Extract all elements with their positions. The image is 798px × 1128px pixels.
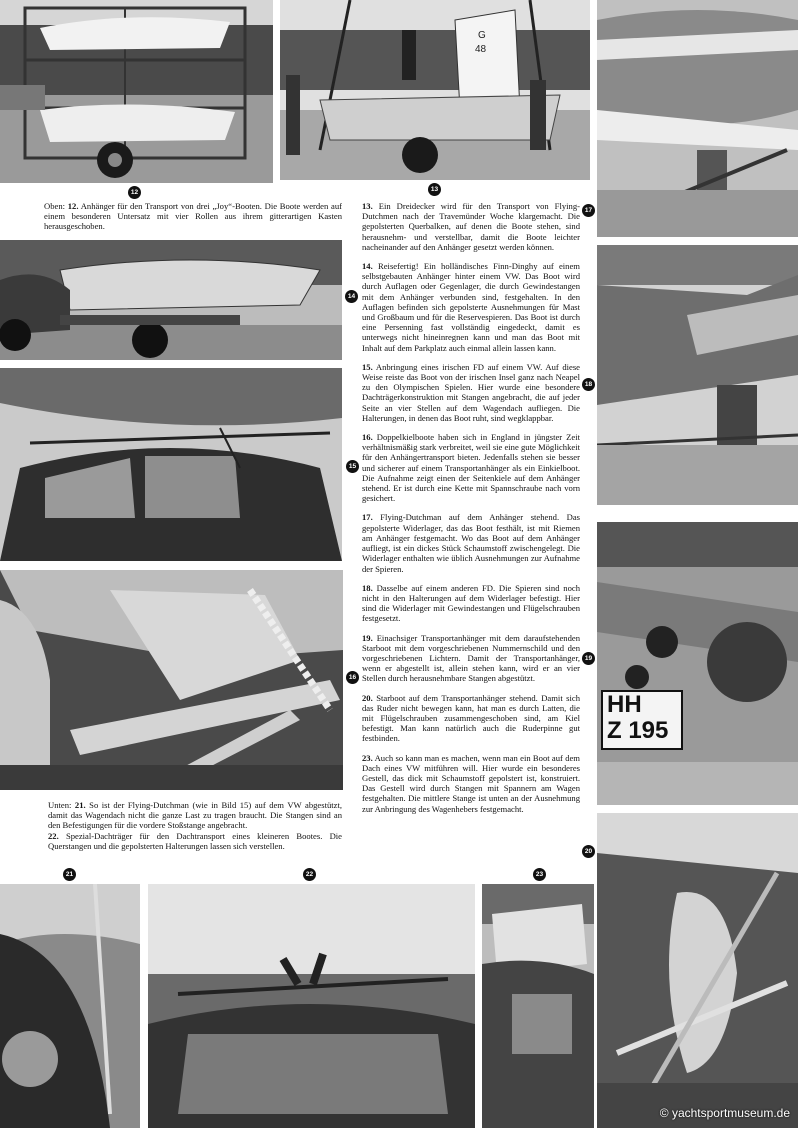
caption-16-text: Doppelkielboote haben sich in England in jüngster Zeit verhältnismäßig stark verbreitet, weil sie eine gute Möglichkeit für den Anhängertransport bieten. Jedenfalls stehen sie besser und sicherer auf einem Transportanhänger als ein Einkielboot. Die Aufnahme zeigt einen der Seitenkiele auf dem Anhänger stehend. Er ist durch eine Kette mit Spannschraube nach vorn gesichert.: [362, 432, 580, 504]
photo-20-star-boat-rudder: [597, 813, 798, 1128]
photo-21-fd-supported-on-vw: [0, 884, 140, 1128]
badge-20: 20: [582, 845, 595, 858]
plate-line-2: Z 195: [607, 717, 669, 744]
caption-19-text: Einachsiger Transportanhänger mit dem daraufstehenden Starboot mit dem vorgeschriebenen Nummernschild und den vorgeschriebenen Lichtern. Damit der Transportanhänger, wenn er abgestellt ist, allein stehen kann, wird er an vier Stellen durch herausnehmbare Stangen abgestützt.: [362, 632, 580, 684]
caption-22-number: 22.: [48, 830, 59, 841]
badge-13: 13: [428, 183, 441, 196]
photo-18-fd-other-trailer: [597, 245, 798, 505]
badge-22: 22: [303, 868, 316, 881]
caption-12-text: Anhänger für den Transport von drei „Joy“-Booten. Die Boote werden auf einem besonderen Untersatz mit vier Rollen aus ihrem gitterartigen Kasten herausgeschoben.: [44, 201, 342, 232]
caption-15-text: Anbringung eines irischen FD auf einem VW. Auf diese Weise reiste das Boot von der irischen Insel ganz nach Neapel zu den Olympischen Spielen. Hier wurde eine besondere Dachträgerkonstruktion mit Stangen angebracht, die auf jeder Seite an vier Stellen auf dem Wagendach aufliegen. Die Halterungen, in denen das Boot ruht, sind wegklappbar.: [362, 361, 580, 423]
caption-22-text: Spezial-Dachträger für den Dachtransport eines kleineren Bootes. Die Querstangen und die gepolsterten Halterungen lassen sich verstellen.: [48, 830, 342, 851]
badge-21: 21: [63, 868, 76, 881]
caption-18-text: Dasselbe auf einem anderen FD. Die Spieren sind noch nicht in den Halterungen auf dem Widerlager befestigt. Hier sind die Widerlager mit Gewindestangen und Flügelschrauben festgesetzt.: [362, 582, 580, 624]
plate-line-1: HH: [607, 691, 642, 718]
photo-15-irish-fd-on-vw: [0, 368, 342, 561]
caption-13-number: 13.: [362, 201, 373, 211]
photo-23-padded-roof-frame: [482, 884, 594, 1128]
caption-13-text: Ein Dreidecker wird für den Transport von Flying-Dutchmen nach der Travemünder Woche klargemacht. Die gepolsterten Querbalken, auf denen die Boote stehen, sind herausnehm- und verstellbar, damit die Boote leichter nacheinander auf den Anhänger gesetzt werden können.: [362, 201, 580, 252]
photo-19-star-boat-trailer-plate: [597, 522, 798, 805]
caption-12-number: 12.: [67, 201, 79, 211]
caption-19-number: 19.: [362, 632, 373, 643]
badge-17: 17: [582, 204, 595, 217]
caption-14-number: 14.: [362, 261, 373, 272]
caption-top-prefix: Oben:: [44, 201, 68, 211]
badge-12: 12: [128, 186, 141, 199]
caption-column-right: [362, 201, 580, 823]
sail-letter: G: [478, 30, 486, 41]
badge-16: 16: [346, 671, 359, 684]
caption-20-text: Starboot auf dem Transportanhänger stehend. Damit sich das Ruder nicht bewegen kann, hat man es durch Latten, die mit Flügelschrauben zusammengeschoben sind, am Kiel befestigt. Man kann natürlich auch die Ruderpinne gut festbinden.: [362, 692, 581, 744]
caption-bottom-prefix: Unten:: [48, 800, 75, 810]
sail-number: 48: [475, 44, 487, 55]
photo-12-joy-boat-trailer: [0, 0, 273, 183]
badge-18: 18: [582, 378, 595, 391]
caption-23-text: Auch so kann man es machen, wenn man ein Boot auf dem Dach eines VW mitführen will. Hier wurde ein besonderes Gestell, das dick mit Schaumstoff gepolstert ist, konstruiert. Das Gestell wird durch Stangen mit Spannern am Wagen festgehalten. Die mittlere Stange ist unten an der Ausnehmung zur Anbringung des Wagenhebers festgemacht.: [362, 752, 580, 814]
caption-15-number: 15.: [362, 361, 373, 372]
caption-20-number: 20.: [362, 692, 373, 703]
caption-top: [44, 201, 342, 241]
caption-bottom: [48, 800, 342, 851]
badge-19: 19: [582, 652, 595, 665]
photo-16-twin-keel-chain: [0, 570, 343, 790]
caption-14-text: Reisefertig! Ein holländisches Finn-Dinghy auf einem selbstgebauten Anhänger hinter einem VW. Das Boot wird durch Auflagen oder Gegenlager, die durch Gewindestangen mit dem Anhänger verbunden sind, festgehalten. In den Auflagen befinden sich gepolsterte Ausnehmungen für Mast und Großbaum und für die Reservespieren. Das Boot ist durch eine Persenning fast vollständig eingedeckt, damit es unterwegs nicht hineinregnen kann und man das Boot mit Inhalt auf dem Parkplatz auch einmal allein lassen kann.: [362, 261, 580, 353]
caption-21-text: So ist der Flying-Dutchman (wie in Bild 15) auf dem VW abgestützt, damit das Wagendach nicht die ganze Last zu tragen braucht. Die Stangen sind an den Befestigungen für die vordere Stoßstange angebracht.: [48, 800, 342, 831]
caption-16-number: 16.: [362, 432, 373, 443]
caption-23-number: 23.: [362, 752, 373, 763]
photo-22-roof-rack: [148, 884, 475, 1128]
photo-17-fd-on-trailer: [597, 0, 798, 237]
caption-21-number: 21.: [74, 800, 86, 810]
watermark: © yachtsportmuseum.de: [659, 1106, 790, 1120]
badge-14: 14: [345, 290, 358, 303]
caption-17-number: 17.: [362, 512, 373, 523]
license-plate: [601, 690, 683, 750]
caption-18-number: 18.: [362, 582, 373, 593]
photo-13-flying-dutchman-three-deck: [280, 0, 590, 180]
badge-23: 23: [533, 868, 546, 881]
caption-17-text: Flying-Dutchman auf dem Anhänger stehend. Das gepolsterte Widerlager, das das Boot festhält, ist mit Riemen am Anhänger festgemacht. Wo das Boot auf dem Anhänger aufliegt, ist ein dickes Stück Schaumstoff zwischengelegt. Die Widerlager enthalten wie üblich Ausnehmungen zur Aufnahme der Spieren.: [362, 512, 580, 574]
photo-14-finn-dinghy-trailer: [0, 240, 342, 360]
badge-15: 15: [346, 460, 359, 473]
